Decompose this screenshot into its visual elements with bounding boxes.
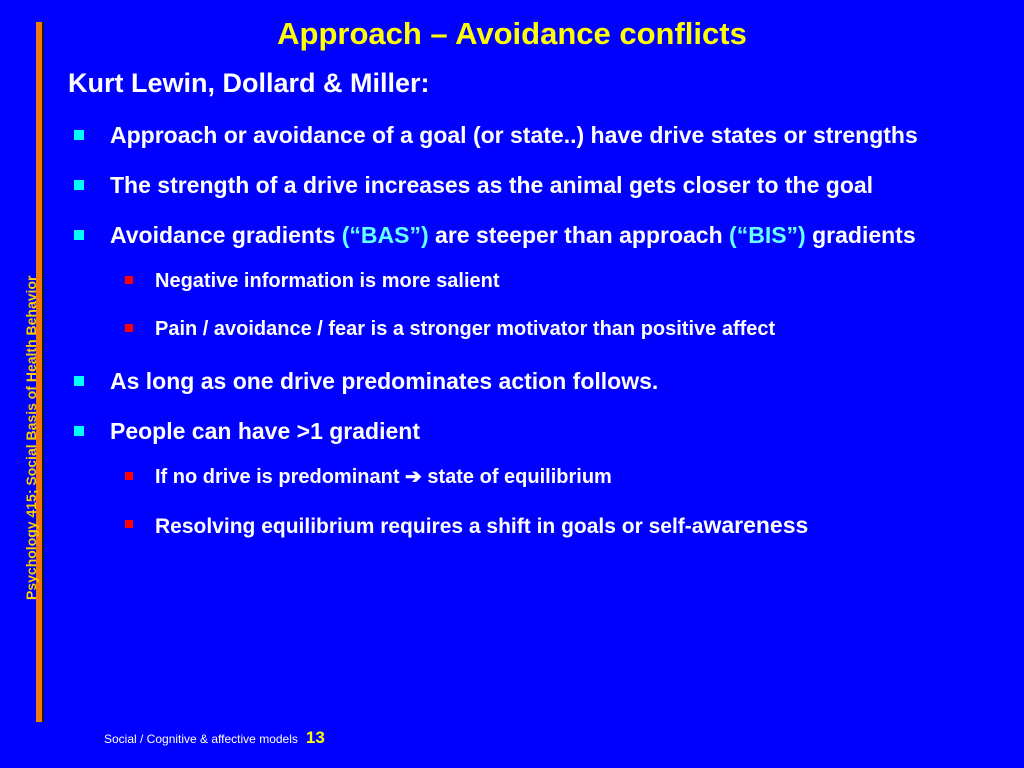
square-bullet-icon: [125, 472, 133, 480]
bullet-text: People can have >1 gradient: [110, 418, 420, 444]
page-number: 13: [305, 728, 325, 747]
square-bullet-icon: [74, 130, 84, 140]
course-label: Psychology 415; Social Basis of Health Behavior: [23, 275, 39, 600]
bas-highlight: (“BAS”): [341, 222, 429, 248]
sub-bullet-item: [72, 464, 1002, 490]
slide-subtitle: Kurt Lewin, Dollard & Miller:: [68, 68, 430, 98]
square-bullet-icon: [125, 276, 133, 284]
right-arrow-icon: ➔: [405, 466, 422, 488]
sub-bullet-text: Resolving equilibrium requires a shift in goals or self-a: [155, 515, 704, 538]
bullet-item: [72, 414, 1002, 448]
bullet-text: Approach or avoidance of a goal (or state..) have drive states or strengths: [110, 122, 918, 148]
bullet-text: Avoidance gradients: [110, 222, 342, 248]
sub-bullet-text: state of equilibrium: [421, 466, 612, 488]
bullet-item: [72, 218, 1002, 252]
slide-title: Approach – Avoidance conflicts: [277, 16, 747, 51]
bullet-item: [72, 364, 1002, 398]
sub-bullet-item: [72, 316, 1002, 342]
sub-bullet-item: [72, 512, 1002, 540]
bullet-list: [72, 118, 1002, 562]
sub-bullet-text: If no drive is predominant: [155, 466, 406, 488]
square-bullet-icon: [74, 180, 84, 190]
bullet-text: The strength of a drive increases as the animal gets closer to the goal: [110, 172, 874, 198]
square-bullet-icon: [74, 426, 84, 436]
sub-bullet-item: [72, 268, 1002, 294]
sub-bullet-text: Pain / avoidance / fear is a stronger motivator than positive affect: [155, 318, 776, 340]
square-bullet-icon: [125, 520, 133, 528]
square-bullet-icon: [125, 324, 133, 332]
bullet-item: [72, 168, 1002, 202]
square-bullet-icon: [74, 230, 84, 240]
square-bullet-icon: [74, 376, 84, 386]
slide-footer: [104, 728, 325, 748]
bullet-item: [72, 118, 1002, 152]
sub-bullet-text-emphasis: wareness: [703, 512, 809, 538]
footer-text: Social / Cognitive & affective models: [104, 732, 298, 746]
bullet-text: are steeper than approach: [428, 222, 730, 248]
bullet-text: gradients: [805, 222, 916, 248]
bis-highlight: (“BIS”): [729, 222, 806, 248]
bullet-text: As long as one drive predominates action follows.: [110, 368, 659, 394]
sub-bullet-text: Negative information is more salient: [155, 270, 500, 292]
